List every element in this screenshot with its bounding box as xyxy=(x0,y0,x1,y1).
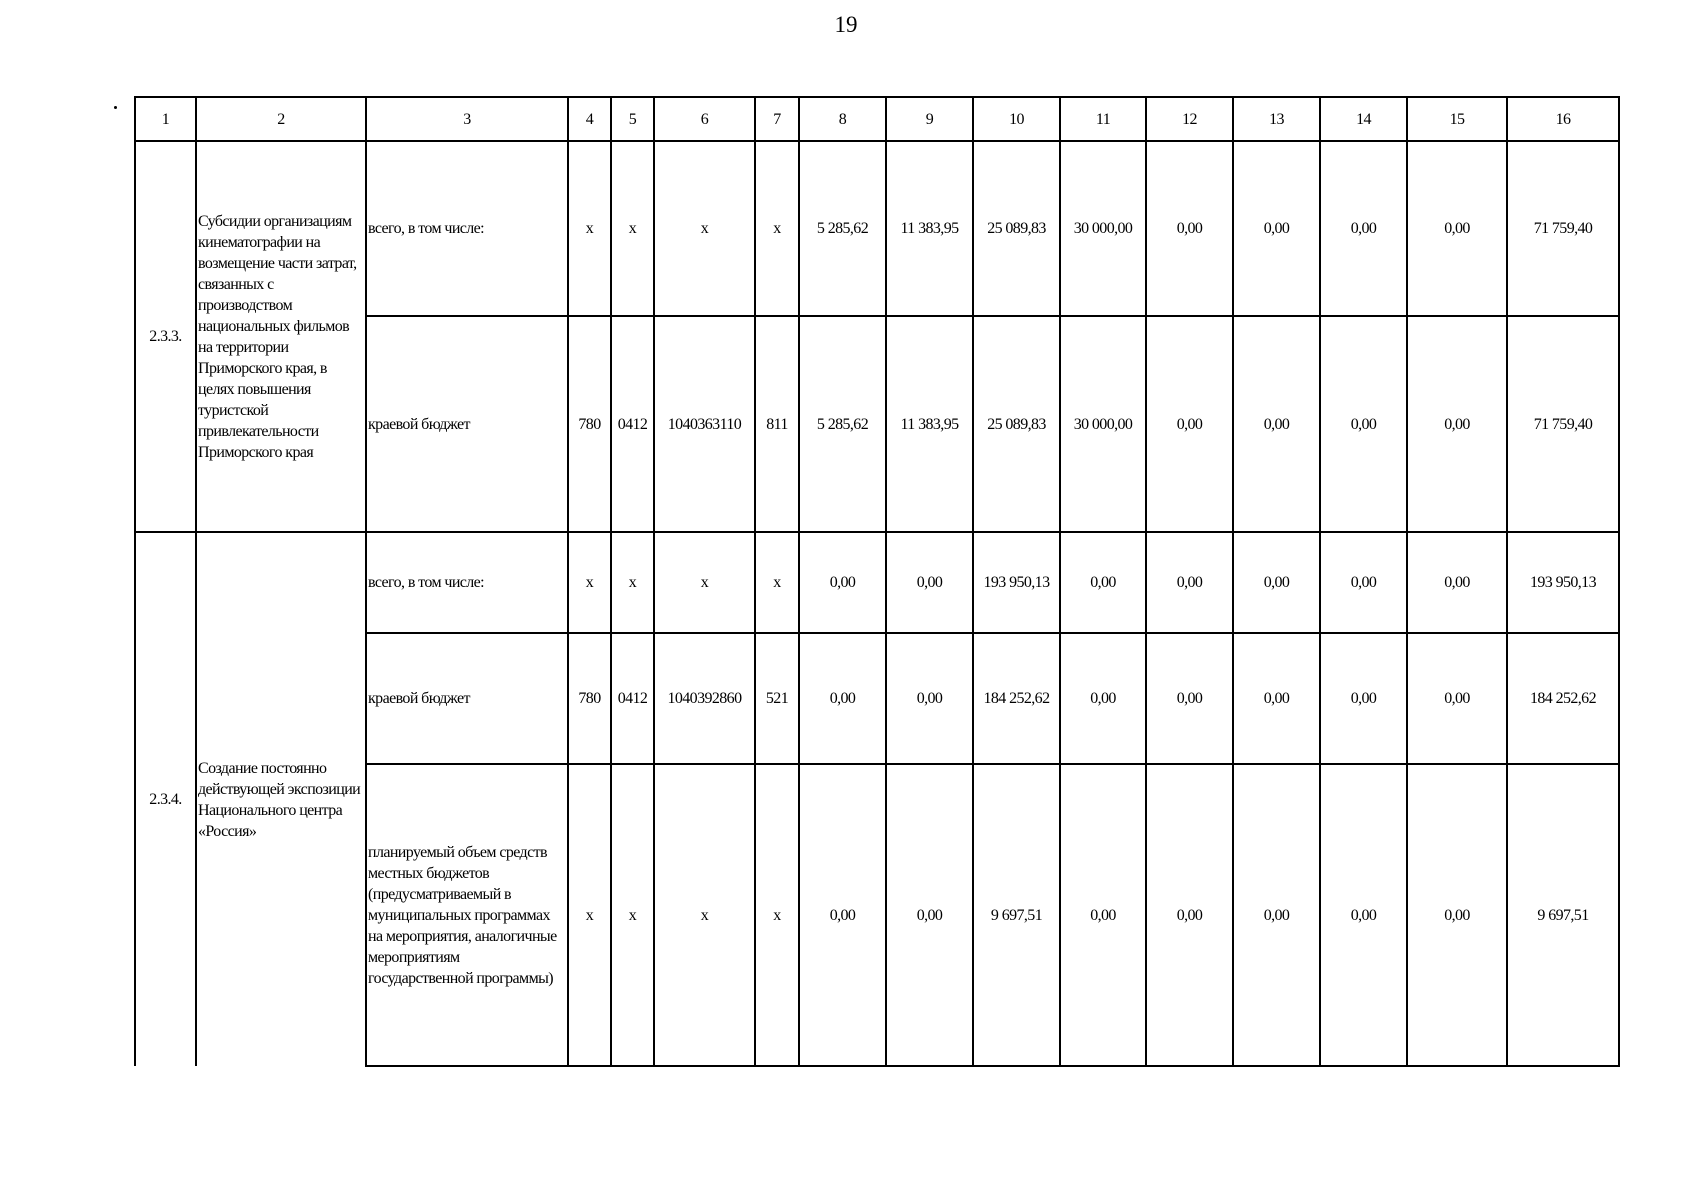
cell-col8: 5 285,62 xyxy=(799,316,886,532)
cell-col6: x xyxy=(654,532,755,633)
cell-col9: 0,00 xyxy=(886,764,973,1066)
item-name: Субсидии организациям кинематографии на возмещение части затрат, связанных с производством национальных фильмов на территории Приморского края, в целях повышения туристской привлекательности Приморского края xyxy=(196,141,366,532)
cell-col10: 184 252,62 xyxy=(973,633,1060,764)
cell-col16: 9 697,51 xyxy=(1507,764,1619,1066)
item-number: 2.3.4. xyxy=(135,532,196,1066)
header-cell: 3 xyxy=(366,97,568,141)
cell-col13: 0,00 xyxy=(1233,633,1320,764)
cell-col4: 780 xyxy=(568,316,611,532)
cell-col15: 0,00 xyxy=(1407,764,1507,1066)
cell-col16: 71 759,40 xyxy=(1507,141,1619,316)
header-row xyxy=(135,97,1619,141)
cell-col4: x xyxy=(568,764,611,1066)
funding-source: краевой бюджет xyxy=(366,633,568,764)
cell-col8: 0,00 xyxy=(799,764,886,1066)
cell-col7: x xyxy=(755,532,799,633)
cell-col14: 0,00 xyxy=(1320,633,1407,764)
header-cell: 9 xyxy=(886,97,973,141)
cell-col13: 0,00 xyxy=(1233,141,1320,316)
cell-col5: 0412 xyxy=(611,633,654,764)
header-cell: 14 xyxy=(1320,97,1407,141)
cell-col14: 0,00 xyxy=(1320,764,1407,1066)
cell-col5: x xyxy=(611,532,654,633)
header-cell: 4 xyxy=(568,97,611,141)
cell-col12: 0,00 xyxy=(1146,633,1233,764)
cell-col11: 0,00 xyxy=(1060,532,1146,633)
cell-col4: x xyxy=(568,532,611,633)
item-name: Создание постоянно действующей экспозиции Национального центра «Россия» xyxy=(196,532,366,1066)
header-cell: 15 xyxy=(1407,97,1507,141)
header-cell: 10 xyxy=(973,97,1060,141)
cell-col5: 0412 xyxy=(611,316,654,532)
cell-col12: 0,00 xyxy=(1146,764,1233,1066)
cell-col10: 25 089,83 xyxy=(973,316,1060,532)
cell-col7: 811 xyxy=(755,316,799,532)
funding-source: всего, в том числе: xyxy=(366,141,568,316)
scan-speck xyxy=(114,106,117,109)
cell-col5: x xyxy=(611,141,654,316)
budget-table xyxy=(134,96,1620,1067)
cell-col13: 0,00 xyxy=(1233,532,1320,633)
cell-col13: 0,00 xyxy=(1233,316,1320,532)
cell-col11: 0,00 xyxy=(1060,764,1146,1066)
cell-col9: 11 383,95 xyxy=(886,141,973,316)
cell-col9: 11 383,95 xyxy=(886,316,973,532)
funding-source: планируемый объем средств местных бюджетов (предусматриваемый в муниципальных программах на мероприятия, аналогичные мероприятиям государственной программы) xyxy=(366,764,568,1066)
cell-col8: 0,00 xyxy=(799,633,886,764)
funding-source: краевой бюджет xyxy=(366,316,568,532)
cell-col4: x xyxy=(568,141,611,316)
cell-col14: 0,00 xyxy=(1320,316,1407,532)
item-number: 2.3.3. xyxy=(135,141,196,532)
cell-col11: 0,00 xyxy=(1060,633,1146,764)
cell-col13: 0,00 xyxy=(1233,764,1320,1066)
cell-col11: 30 000,00 xyxy=(1060,316,1146,532)
table-row xyxy=(135,532,1619,633)
cell-col15: 0,00 xyxy=(1407,633,1507,764)
header-cell: 13 xyxy=(1233,97,1320,141)
cell-col16: 71 759,40 xyxy=(1507,316,1619,532)
page-number: 19 xyxy=(834,12,858,37)
table-row xyxy=(135,141,1619,316)
header-cell: 5 xyxy=(611,97,654,141)
header-cell: 12 xyxy=(1146,97,1233,141)
cell-col12: 0,00 xyxy=(1146,532,1233,633)
header-cell: 11 xyxy=(1060,97,1146,141)
cell-col12: 0,00 xyxy=(1146,141,1233,316)
cell-col6: x xyxy=(654,141,755,316)
cell-col9: 0,00 xyxy=(886,633,973,764)
cell-col16: 193 950,13 xyxy=(1507,532,1619,633)
cell-col10: 25 089,83 xyxy=(973,141,1060,316)
cell-col15: 0,00 xyxy=(1407,316,1507,532)
cell-col8: 0,00 xyxy=(799,532,886,633)
cell-col8: 5 285,62 xyxy=(799,141,886,316)
cell-col14: 0,00 xyxy=(1320,141,1407,316)
cell-col15: 0,00 xyxy=(1407,141,1507,316)
cell-col5: x xyxy=(611,764,654,1066)
cell-col15: 0,00 xyxy=(1407,532,1507,633)
funding-source: всего, в том числе: xyxy=(366,532,568,633)
cell-col16: 184 252,62 xyxy=(1507,633,1619,764)
cell-col10: 9 697,51 xyxy=(973,764,1060,1066)
header-cell: 2 xyxy=(196,97,366,141)
cell-col9: 0,00 xyxy=(886,532,973,633)
cell-col4: 780 xyxy=(568,633,611,764)
cell-col7: x xyxy=(755,764,799,1066)
header-cell: 16 xyxy=(1507,97,1619,141)
cell-col7: 521 xyxy=(755,633,799,764)
cell-col6: 1040363110 xyxy=(654,316,755,532)
cell-col14: 0,00 xyxy=(1320,532,1407,633)
cell-col6: 1040392860 xyxy=(654,633,755,764)
header-cell: 7 xyxy=(755,97,799,141)
cell-col11: 30 000,00 xyxy=(1060,141,1146,316)
cell-col10: 193 950,13 xyxy=(973,532,1060,633)
cell-col7: x xyxy=(755,141,799,316)
cell-col6: x xyxy=(654,764,755,1066)
header-cell: 8 xyxy=(799,97,886,141)
header-cell: 6 xyxy=(654,97,755,141)
cell-col12: 0,00 xyxy=(1146,316,1233,532)
header-cell: 1 xyxy=(135,97,196,141)
